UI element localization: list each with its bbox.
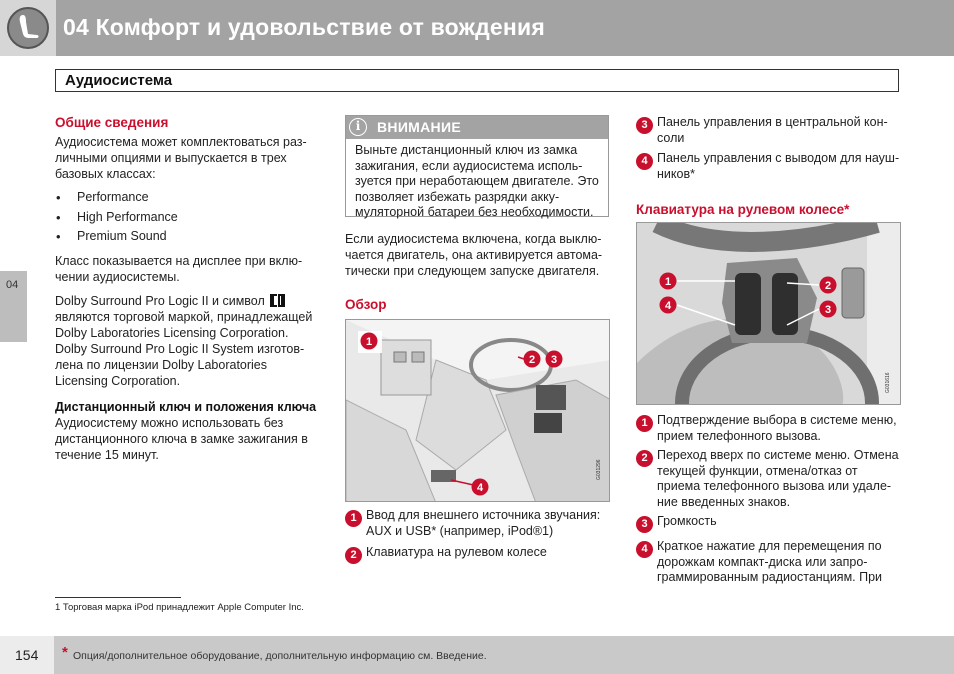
dolby-paragraph xyxy=(55,293,320,389)
item-text: Клавиатура на рулевом колесе xyxy=(366,545,547,559)
item-text: Панель управления в центральной кон-соли xyxy=(657,115,888,145)
dolby-text-1: Dolby Surround Pro Logic II и символ xyxy=(55,293,265,308)
image-code-2: G031616 xyxy=(885,372,891,393)
warning-box xyxy=(345,115,609,217)
item-number-badge: 3 xyxy=(636,117,653,134)
chapter-tab-label: 04 xyxy=(6,279,19,291)
item-number-badge: 1 xyxy=(345,510,362,527)
footnote-divider xyxy=(55,597,181,598)
column-1 xyxy=(55,115,320,463)
page-title: 04 Комфорт и удовольствие от вождения xyxy=(63,14,545,40)
list-item: • High Performance xyxy=(55,208,320,228)
list-item xyxy=(636,448,904,512)
page-footer xyxy=(0,636,954,674)
dolby-text-2: являются торговой маркой, принадлежащей Dolby Laboratories Licensing Corporation. Dolby Surround Pro Logic II System изготов-лена по лицензии Dolby Laboratories Licensing Corporation. xyxy=(55,309,313,388)
engine-paragraph: Если аудиосистема включена, когда выклю-чается двигатель, она активируется автома-тически при следующем запуске двигателя. xyxy=(345,232,603,278)
page-number: 154 xyxy=(15,647,39,663)
section-title-bar xyxy=(55,69,899,92)
item-number-badge: 2 xyxy=(345,547,362,564)
page-header xyxy=(0,0,954,56)
image-code-1: G031296 xyxy=(596,459,602,480)
list-item xyxy=(636,413,904,447)
info-icon: i xyxy=(349,118,367,136)
list-item xyxy=(636,514,904,532)
item-number-badge: 2 xyxy=(636,450,653,467)
svg-text:3: 3 xyxy=(550,354,558,366)
general-info-heading: Общие сведения xyxy=(55,115,169,130)
warning-title: ВНИМАНИЕ xyxy=(377,119,461,135)
item-number-badge: 4 xyxy=(636,541,653,558)
item-text: Краткое нажатие для перемещения по дорожкам компакт-диска или запро-граммированным радиостанциям. При xyxy=(657,539,883,584)
seat-icon xyxy=(6,6,50,50)
list-item: • Performance xyxy=(55,188,320,208)
audio-class-list xyxy=(55,188,320,247)
item-text: Переход вверх по системе меню. Отмена текущей функции, отмена/отказ от приема телефонного вызова или удале-ние введенных знаков. xyxy=(657,448,899,509)
item-number-badge: 1 xyxy=(636,415,653,432)
item-text: Громкость xyxy=(657,514,717,528)
list-item xyxy=(636,151,904,185)
page-number-box xyxy=(0,636,54,674)
item-text: Панель управления с выводом для науш-ников* xyxy=(657,151,900,181)
steering-wheel-image xyxy=(636,222,901,405)
list-item xyxy=(345,508,615,544)
footer-asterisk: * xyxy=(62,644,68,661)
section-title: Аудиосистема xyxy=(65,72,173,89)
svg-text:4: 4 xyxy=(664,300,672,312)
svg-text:1: 1 xyxy=(664,276,672,288)
intro-paragraph: Аудиосистема может комплектоваться раз-личными опциями и выпускается в трех базовых классах: xyxy=(55,135,307,181)
list-item xyxy=(345,545,615,563)
item-number-badge: 3 xyxy=(636,516,653,533)
car-interior-illustration xyxy=(346,320,610,502)
footnote: 1 Торговая марка iPod принадлежит Apple Computer Inc. xyxy=(55,602,304,613)
list-item xyxy=(636,115,904,149)
key-subheading: Дистанционный ключ и положения ключа xyxy=(55,399,317,414)
item-text: Подтверждение выбора в системе меню, прием телефонного вызова. xyxy=(657,413,897,443)
svg-text:2: 2 xyxy=(824,280,832,292)
item-text: Ввод для внешнего источника звучания: AUX и USB* (например, iPod®1) xyxy=(366,508,601,538)
class-display-paragraph: Класс показывается на дисплее при вклю-чении аудиосистемы. xyxy=(55,253,303,284)
chapter-tab xyxy=(0,271,27,342)
item-number-badge: 4 xyxy=(636,153,653,170)
svg-text:1: 1 xyxy=(365,336,373,348)
svg-text:3: 3 xyxy=(824,304,832,316)
warning-header xyxy=(346,116,608,139)
key-paragraph: Аудиосистему можно использовать без дистанционного ключа в замке зажигания в течение 15 минут. xyxy=(55,415,308,462)
footer-note: Опция/дополнительное оборудование, дополнительную информацию см. Введение. xyxy=(73,650,487,662)
list-item: • Premium Sound xyxy=(55,227,320,247)
svg-text:2: 2 xyxy=(528,354,536,366)
interior-overview-image xyxy=(345,319,610,502)
warning-body: Выньте дистанционный ключ из замка зажигания, если аудиосистема исполь-зуется при неработающем двигателе. Это позволяет избежать разрядки акку-муляторной батареи без необходимости. xyxy=(355,143,599,219)
steering-wheel-illustration xyxy=(637,223,901,405)
dolby-logo-icon xyxy=(270,294,285,307)
overview-heading: Обзор xyxy=(345,297,387,312)
list-item xyxy=(636,539,904,587)
header-icon-box xyxy=(0,0,56,56)
svg-text:4: 4 xyxy=(476,482,484,494)
wheel-keypad-heading: Клавиатура на рулевом колесе* xyxy=(636,202,850,217)
